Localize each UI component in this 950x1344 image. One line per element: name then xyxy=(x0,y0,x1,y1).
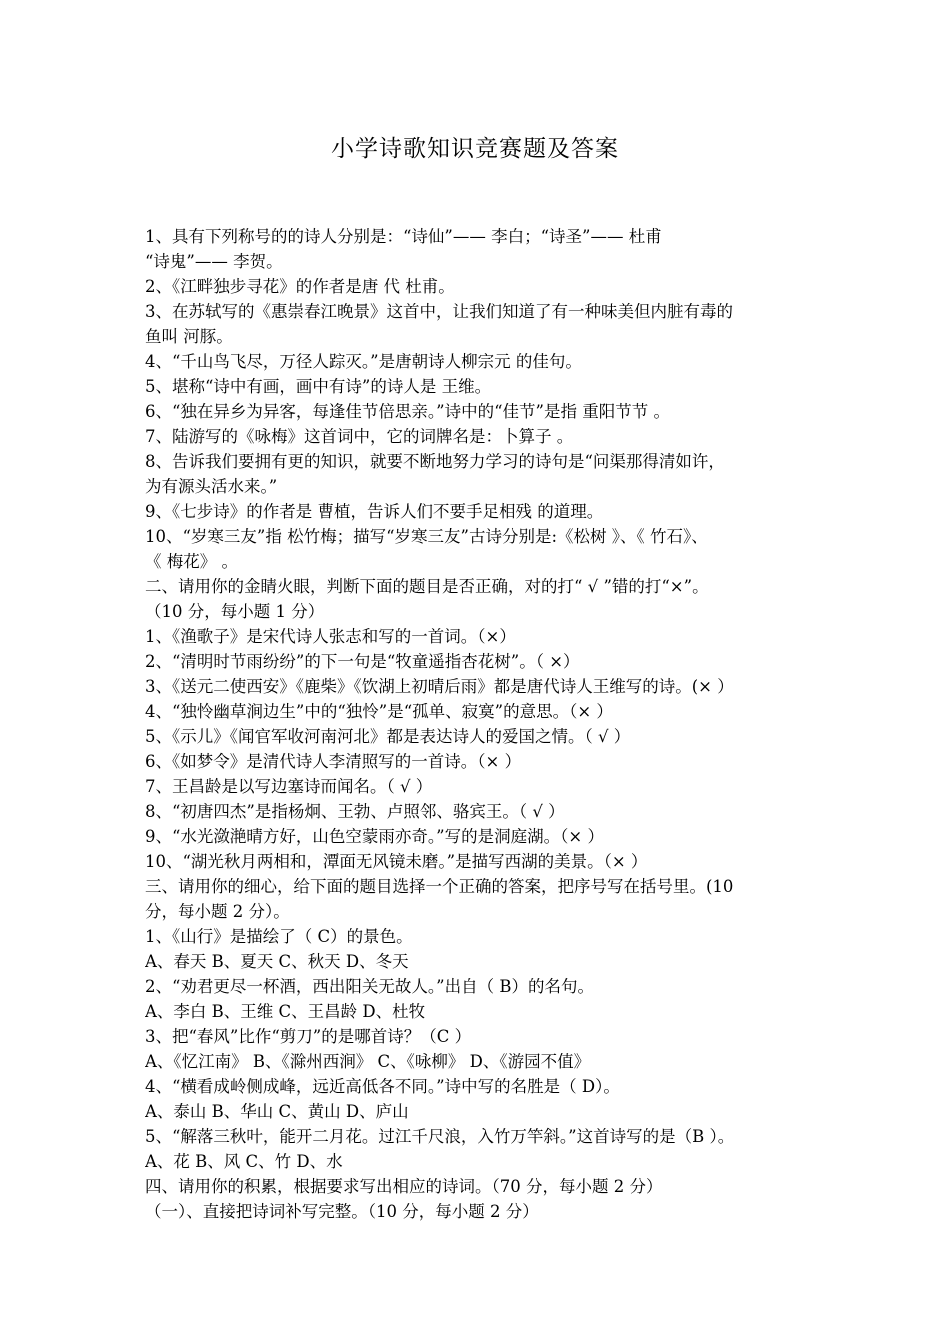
text-line: A、李白 B、王维 C、王昌龄 D、杜牧 xyxy=(145,1002,426,1021)
text-line: 3、把“春风”比作“剪刀”的是哪首诗？（C ） xyxy=(145,1027,472,1046)
text-line: 9、“水光潋滟晴方好，山色空蒙雨亦奇。”写的是洞庭湖。（× ） xyxy=(145,827,604,846)
text-line: 6、《如梦令》是清代诗人李清照写的一首诗。（× ） xyxy=(145,752,522,771)
text-line: 2、“清明时节雨纷纷”的下一句是“牧童遥指杏花树”。（ ×） xyxy=(145,652,580,671)
text-line: 5、堪称“诗中有画，画中有诗”的诗人是 王维。 xyxy=(145,377,492,396)
text-line: 《 梅花》 。 xyxy=(145,552,238,571)
text-line: 4、“千山鸟飞尽，万径人踪灭。”是唐朝诗人柳宗元 的佳句。 xyxy=(145,352,582,371)
text-line: 2、《江畔独步寻花》的作者是唐 代 杜甫。 xyxy=(145,277,455,296)
text-line: A、花 B、风 C、竹 D、水 xyxy=(145,1152,343,1171)
text-line: A、泰山 B、华山 C、黄山 D、庐山 xyxy=(145,1102,409,1121)
text-line: 3、《送元二使西安》《鹿柴》《饮湖上初晴后雨》都是唐代诗人王维写的诗。(× ） xyxy=(145,677,734,696)
text-line: 鱼叫 河豚。 xyxy=(145,327,233,346)
text-line: 四、请用你的积累，根据要求写出相应的诗词。（70 分，每小题 2 分） xyxy=(145,1177,663,1196)
text-line: 7、陆游写的《咏梅》这首词中，它的词牌名是：卜算子 。 xyxy=(145,427,574,446)
text-line: （一）、直接把诗词补写完整。（10 分，每小题 2 分） xyxy=(145,1202,539,1221)
text-line: 5、《示儿》《闻官军收河南河北》都是表达诗人的爱国之情。（ √ ） xyxy=(145,727,631,746)
text-line: 1、《山行》是描绘了（ C）的景色。 xyxy=(145,927,413,946)
text-line: 9、《七步诗》的作者是 曹植，告诉人们不要手足相残 的道理。 xyxy=(145,502,604,521)
text-line: A、《忆江南》 B、《滁州西涧》 C、《咏柳》 D、《游园不值》 xyxy=(145,1052,591,1071)
text-line: “诗鬼”—— 李贺。 xyxy=(145,252,283,271)
text-line: 二、请用你的金睛火眼，判断下面的题目是否正确，对的打“ √ ”错的打“×”。 xyxy=(145,577,709,596)
text-line: 3、在苏轼写的《惠崇春江晚景》这首中，让我们知道了有一种味美但内脏有毒的 xyxy=(145,302,733,321)
text-line: 8、“初唐四杰”是指杨炯、王勃、卢照邻、骆宾王。（ √ ） xyxy=(145,802,565,821)
text-line: 10、“岁寒三友”指 松竹梅；描写“岁寒三友”古诗分别是:《松树 》、《 竹石》、 xyxy=(145,527,708,546)
text-line: A、春天 B、夏天 C、秋天 D、冬天 xyxy=(145,952,409,971)
document-title: 小学诗歌知识竞赛题及答案 xyxy=(331,136,619,162)
text-line: 4、“横看成岭侧成峰，远近高低各不同。”诗中写的名胜是（ D）。 xyxy=(145,1077,620,1096)
text-line: 4、“独怜幽草涧边生”中的“独怜”是“孤单、寂寞”的意思。（× ） xyxy=(145,702,613,721)
text-line: 2、“劝君更尽一杯酒，西出阳关无故人。”出自（ B）的名句。 xyxy=(145,977,594,996)
text-line: 分，每小题 2 分）。 xyxy=(145,902,290,921)
text-line: 7、王昌龄是以写边塞诗而闻名。（ √ ） xyxy=(145,777,433,796)
text-line: 三、请用你的细心，给下面的题目选择一个正确的答案，把序号写在括号里。(10 xyxy=(145,877,734,896)
text-line: 10、“湖光秋月两相和，潭面无风镜未磨。”是描写西湖的美景。（× ） xyxy=(145,852,648,871)
text-line: 为有源头活水来。” xyxy=(145,477,278,496)
text-line: 1、具有下列称号的的诗人分别是：“诗仙”—— 李白；“诗圣”—— 杜甫 xyxy=(145,227,662,246)
text-line: 6、“独在异乡为异客，每逢佳节倍思亲。”诗中的“佳节”是指 重阳节节 。 xyxy=(145,402,670,421)
text-line: 1、《渔歌子》是宋代诗人张志和写的一首词。（×） xyxy=(145,627,516,646)
text-line: 8、告诉我们要拥有更的知识，就要不断地努力学习的诗句是“问渠那得清如许， xyxy=(145,452,725,471)
text-line: （10 分，每小题 1 分） xyxy=(145,602,325,621)
document-body xyxy=(145,224,815,1224)
text-line: 5、“解落三秋叶，能开二月花。过江千尺浪，入竹万竿斜。”这首诗写的是（B ）。 xyxy=(145,1127,735,1146)
